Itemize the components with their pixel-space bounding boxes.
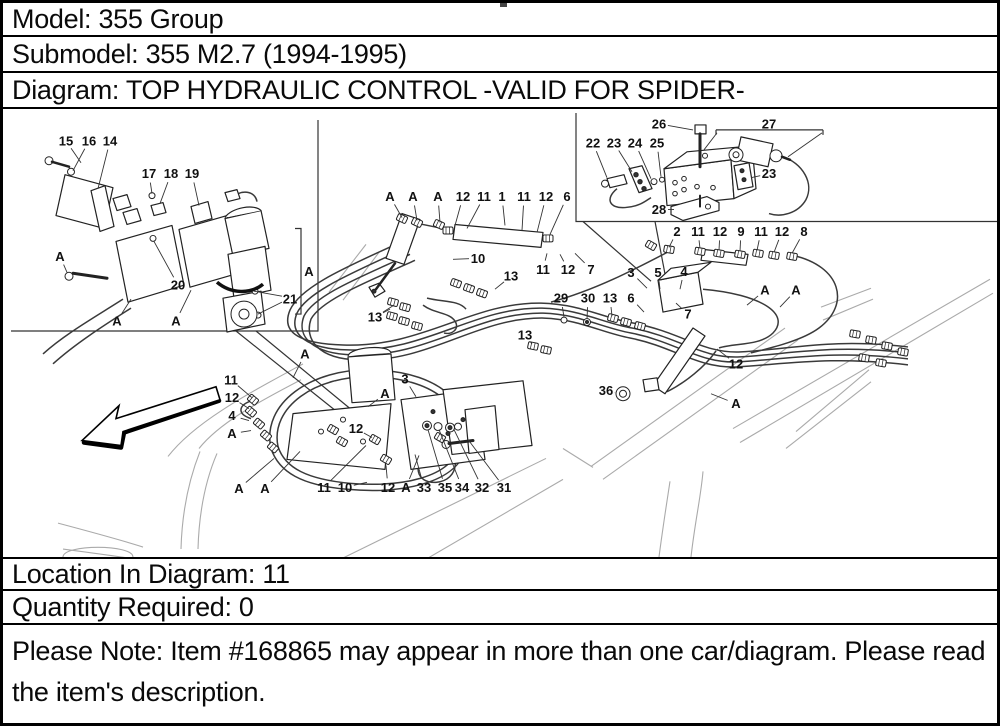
svg-text:20: 20 [170,277,186,293]
note-text: Please Note: Item #168865 may appear in more than one car/diagram. Please read the item's description. [12,636,986,707]
svg-text:31: 31 [496,479,512,495]
svg-text:11: 11 [317,479,331,495]
diagram-title-text: Diagram: TOP HYDRAULIC CONTROL -VALID FOR SPIDER- [12,74,745,105]
svg-text:11: 11 [477,189,491,205]
svg-text:29: 29 [553,290,569,306]
svg-text:16: 16 [81,133,97,149]
svg-text:32: 32 [474,479,490,495]
svg-text:10: 10 [470,250,486,266]
svg-text:6: 6 [627,290,635,306]
svg-text:A: A [227,426,237,442]
svg-text:10: 10 [337,479,353,495]
svg-text:14: 14 [102,133,118,149]
svg-text:28: 28 [651,202,667,218]
svg-text:7: 7 [587,261,595,277]
submodel-row [3,37,997,73]
svg-text:12: 12 [712,223,728,239]
svg-text:A: A [112,313,122,329]
parts-diagram [3,109,997,559]
svg-text:A: A [55,248,65,264]
svg-text:8: 8 [800,223,808,239]
svg-text:4: 4 [680,263,688,279]
svg-text:A: A [300,346,310,362]
svg-text:13: 13 [503,268,519,284]
svg-text:23: 23 [761,166,777,182]
svg-text:12: 12 [224,390,240,406]
svg-text:A: A [408,189,418,205]
svg-text:22: 22 [585,135,601,151]
svg-text:A: A [171,313,181,329]
svg-text:12: 12 [728,356,744,372]
svg-text:12: 12 [560,261,576,277]
svg-text:2: 2 [673,223,681,239]
svg-text:30: 30 [580,290,596,306]
svg-text:1: 1 [498,189,506,205]
svg-text:A: A [234,480,244,496]
svg-text:11: 11 [754,223,768,239]
svg-text:12: 12 [380,479,396,495]
svg-text:26: 26 [651,116,667,132]
location-text: Location In Diagram: 11 [12,558,290,589]
svg-text:11: 11 [691,223,705,239]
model-text: Model: 355 Group [12,3,224,34]
svg-text:A: A [433,189,443,205]
svg-text:6: 6 [563,189,571,205]
svg-text:3: 3 [627,264,635,280]
svg-text:5: 5 [654,264,662,280]
svg-text:25: 25 [649,135,665,151]
svg-text:A: A [385,189,395,205]
svg-text:33: 33 [416,479,432,495]
submodel-text: Submodel: 355 M2.7 (1994-1995) [12,38,407,69]
svg-text:12: 12 [455,189,471,205]
svg-text:11: 11 [224,372,238,388]
svg-text:3: 3 [401,371,409,387]
diagram-title-row [3,73,997,109]
svg-text:27: 27 [761,116,777,132]
svg-text:9: 9 [737,223,745,239]
svg-text:12: 12 [348,421,364,437]
svg-text:24: 24 [627,135,643,151]
svg-text:23: 23 [606,135,622,151]
svg-text:7: 7 [684,306,692,322]
location-row [3,559,997,591]
svg-text:36: 36 [598,383,614,399]
svg-text:19: 19 [184,166,200,182]
svg-text:A: A [304,263,314,279]
quantity-text: Quantity Required: 0 [12,591,254,622]
svg-text:11: 11 [517,189,531,205]
svg-text:17: 17 [141,166,157,182]
svg-text:A: A [731,396,741,412]
svg-text:A: A [760,282,770,298]
svg-text:13: 13 [602,290,618,306]
svg-text:A: A [401,479,411,495]
model-row [3,3,997,37]
svg-text:4: 4 [228,408,236,424]
svg-text:13: 13 [517,327,533,343]
svg-text:A: A [380,386,390,402]
svg-text:15: 15 [58,133,74,149]
svg-text:11: 11 [536,261,550,277]
note-row [3,625,997,723]
top-tick-mark [500,3,507,7]
svg-text:18: 18 [163,166,179,182]
svg-text:A: A [791,282,801,298]
svg-text:34: 34 [454,479,470,495]
svg-text:12: 12 [538,189,554,205]
svg-text:A: A [260,480,270,496]
quantity-row [3,591,997,625]
svg-text:21: 21 [282,291,298,307]
svg-text:12: 12 [774,223,790,239]
diagram-canvas [3,109,997,557]
svg-text:35: 35 [437,479,453,495]
svg-text:13: 13 [367,309,383,325]
